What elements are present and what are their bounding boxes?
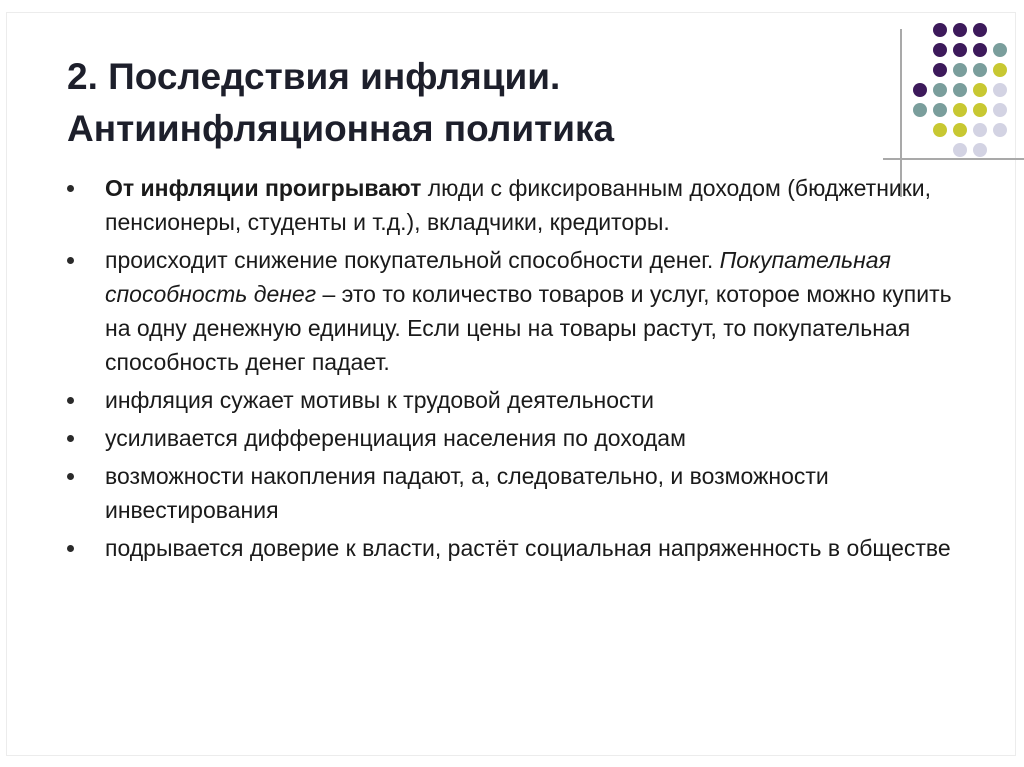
decor-dot <box>933 63 947 77</box>
decor-dot <box>973 143 987 157</box>
decor-dot <box>993 63 1007 77</box>
decor-dot <box>973 23 987 37</box>
bullet-text: инфляция сужает мотивы к трудовой деятельности <box>105 387 654 413</box>
bullet-icon <box>67 545 74 552</box>
bullet-item <box>67 243 967 379</box>
decor-dot <box>973 123 987 137</box>
slide <box>6 12 1016 756</box>
decor-dot <box>953 23 967 37</box>
decor-dot <box>953 43 967 57</box>
decor-dot <box>993 123 1007 137</box>
bullet-icon <box>67 257 74 264</box>
decor-dot <box>933 103 947 117</box>
bullet-list <box>67 171 967 569</box>
bullet-text: люди с фиксированным доходом (бюджетники, пенсионеры, студенты и т.д.), вкладчики, кредиторы. <box>105 175 932 235</box>
bullet-icon <box>67 435 74 442</box>
decor-dot <box>933 43 947 57</box>
bullet-icon <box>67 397 74 404</box>
decor-dot <box>933 23 947 37</box>
bullet-icon <box>67 185 74 192</box>
decor-dot <box>953 103 967 117</box>
title-line-2: Антиинфляционная политика <box>67 108 615 149</box>
decor-dot <box>913 83 927 97</box>
bullet-italic-term: Покупательная способность денег <box>105 247 891 307</box>
decor-dot <box>933 83 947 97</box>
decor-dot <box>973 103 987 117</box>
decor-dot-grid <box>913 23 1023 183</box>
decor-dot <box>993 103 1007 117</box>
bullet-text-continued: – это то количество товаров и услуг, которое можно купить на одну денежную единицу. Если цены на товары растут, то покупательная способность денег падает. <box>105 281 952 375</box>
decor-dot <box>973 63 987 77</box>
decor-dot <box>953 143 967 157</box>
slide-title <box>67 51 867 155</box>
bullet-item <box>67 383 967 417</box>
bullet-item <box>67 531 967 565</box>
decor-dot <box>993 43 1007 57</box>
decor-dot <box>933 123 947 137</box>
decor-dot <box>913 103 927 117</box>
bullet-text: подрывается доверие к власти, растёт социальная напряженность в обществе <box>105 535 951 561</box>
decor-dot <box>953 63 967 77</box>
decor-dot <box>953 83 967 97</box>
title-line-1: 2. Последствия инфляции. <box>67 56 561 97</box>
bullet-text: происходит снижение покупательной способности денег. <box>105 247 720 273</box>
decor-dot <box>993 83 1007 97</box>
bullet-bold-text: От инфляции проигрывают <box>105 175 422 201</box>
decor-dot <box>973 43 987 57</box>
bullet-icon <box>67 473 74 480</box>
bullet-item <box>67 171 967 239</box>
decor-dot <box>973 83 987 97</box>
bullet-text: возможности накопления падают, а, следовательно, и возможности инвестирования <box>105 463 829 523</box>
bullet-text: усиливается дифференциация населения по доходам <box>105 425 686 451</box>
decor-dot <box>953 123 967 137</box>
bullet-item <box>67 459 967 527</box>
bullet-item <box>67 421 967 455</box>
